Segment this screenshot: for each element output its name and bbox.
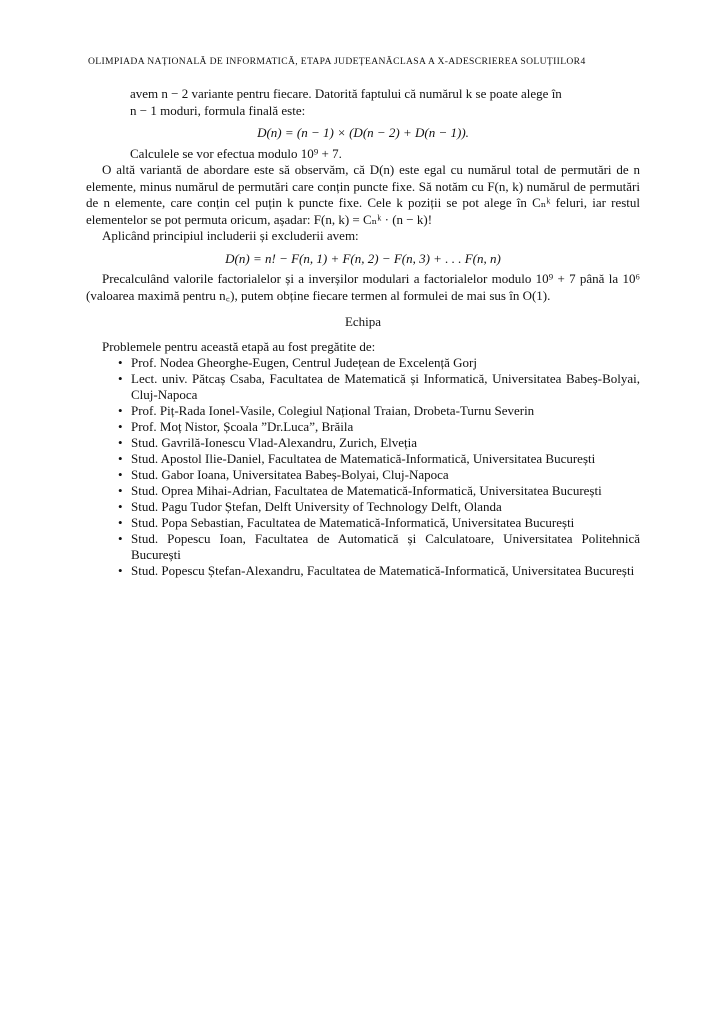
text-line: n − 1 moduri, formula finală este: xyxy=(130,102,306,118)
team-member-text: Prof. Nodea Gheorghe-Eugen, Centrul Județean de Excelență Gorj xyxy=(131,355,477,370)
formula-recurrence: D(n) = (n − 1) × (D(n − 2) + D(n − 1)). xyxy=(257,125,469,140)
team-member-item xyxy=(118,403,640,419)
bullet-icon: • xyxy=(118,419,123,434)
paragraph-precalculation: Precalculând valorile factorialelor și a inverșilor modulari a factorialelor modulo 10⁹ + 7 până la 10⁶ (valoarea maximă pentru n꜀), putem obține fiecare termen al formulei de mai sus în O(1). xyxy=(86,271,640,303)
team-member-text: Stud. Apostol Ilie-Daniel, Facultatea de Matematică-Informatică, Universitatea București xyxy=(131,451,596,466)
paragraph-derangement-tail xyxy=(86,86,640,119)
formula-inclusion-exclusion: D(n) = n! − F(n, 1) + F(n, 2) − F(n, 3) + . . . F(n, n) xyxy=(225,250,501,266)
team-member-text: Prof. Moț Nistor, Școala ”Dr.Luca”, Brăila xyxy=(131,419,354,434)
paragraph-inclusion-exclusion: Aplicând principiul includerii și excluderii avem: xyxy=(102,228,359,243)
paragraph-alternative: O altă variantă de abordare este să observăm, că D(n) este egal cu numărul total de permutări de n elemente, minus numărul de permutări care conțin puncte fixe. Să notăm cu F(n, k) numărul de permutări de n elemente, care conțin cel puțin k puncte fixe. Cele k poziții se pot alege în Cₙᵏ feluri, iar restul elementelor se pot permuta oricum, așadar: F(n, k) = Cₙᵏ · (n − k)! xyxy=(86,162,640,227)
running-title: OLIMPIADA NAȚIONALĂ DE INFORMATICĂ, ETAPA JUDEȚEANĂCLASA A X-ADESCRIEREA SOLUȚIILOR xyxy=(88,56,581,67)
bullet-icon: • xyxy=(118,435,123,450)
team-intro: Problemele pentru această etapă au fost pregătite de: xyxy=(102,338,376,354)
team-member-text: Stud. Popa Sebastian, Facultatea de Matematică-Informatică, Universitatea București xyxy=(131,515,575,530)
team-member-item xyxy=(118,483,640,499)
bullet-icon: • xyxy=(118,515,123,530)
bullet-icon: • xyxy=(118,467,123,482)
team-member-text: Stud. Popescu Ștefan-Alexandru, Facultatea de Matematică-Informatică, Universitatea București xyxy=(131,563,635,578)
bullet-icon: • xyxy=(118,483,123,498)
team-list xyxy=(86,355,640,579)
text-line: avem n − 2 variante pentru fiecare. Datorită faptului că numărul k se poate alege în xyxy=(130,86,562,101)
team-member-text: Stud. Gavrilă-Ionescu Vlad-Alexandru, Zurich, Elveția xyxy=(131,435,418,450)
paragraph-modulo xyxy=(86,146,640,163)
team-member-item xyxy=(118,563,640,579)
team-member-item xyxy=(118,419,640,435)
team-member-item xyxy=(118,467,640,483)
bullet-icon: • xyxy=(118,355,123,370)
bullet-icon: • xyxy=(118,499,123,514)
team-member-text: Stud. Pagu Tudor Ștefan, Delft University of Technology Delft, Olanda xyxy=(131,499,502,514)
team-member-item xyxy=(118,435,640,451)
bullet-icon: • xyxy=(118,403,123,418)
team-member-item xyxy=(118,371,640,403)
bullet-icon: • xyxy=(118,563,123,578)
team-member-text: Stud. Oprea Mihai-Adrian, Facultatea de Matematică-Informatică, Universitatea București xyxy=(131,483,602,498)
section-title-team: Echipa xyxy=(344,314,382,329)
team-member-text: Lect. univ. Pătcaș Csaba, Facultatea de Matematică și Informatică, Universitatea Babeș-Bolyai, Cluj-Napoca xyxy=(131,371,640,402)
team-member-item xyxy=(118,531,640,563)
page-number: 4 xyxy=(580,56,586,67)
text-line: Calculele se vor efectua modulo 10⁹ + 7. xyxy=(130,145,342,161)
team-member-item xyxy=(118,355,640,371)
bullet-icon: • xyxy=(118,371,123,386)
team-member-text: Stud. Gabor Ioana, Universitatea Babeș-Bolyai, Cluj-Napoca xyxy=(131,467,449,482)
team-member-item xyxy=(118,499,640,515)
bullet-icon: • xyxy=(118,451,123,466)
team-member-text: Stud. Popescu Ioan, Facultatea de Automatică și Calculatoare, Universitatea Politehnică București xyxy=(131,531,640,562)
running-header xyxy=(88,56,640,67)
page-content xyxy=(86,86,640,579)
team-member-item xyxy=(118,515,640,531)
team-member-text: Prof. Piț-Rada Ionel-Vasile, Colegiul Național Traian, Drobeta-Turnu Severin xyxy=(131,403,535,418)
team-member-item xyxy=(118,451,640,467)
bullet-icon: • xyxy=(118,531,123,546)
